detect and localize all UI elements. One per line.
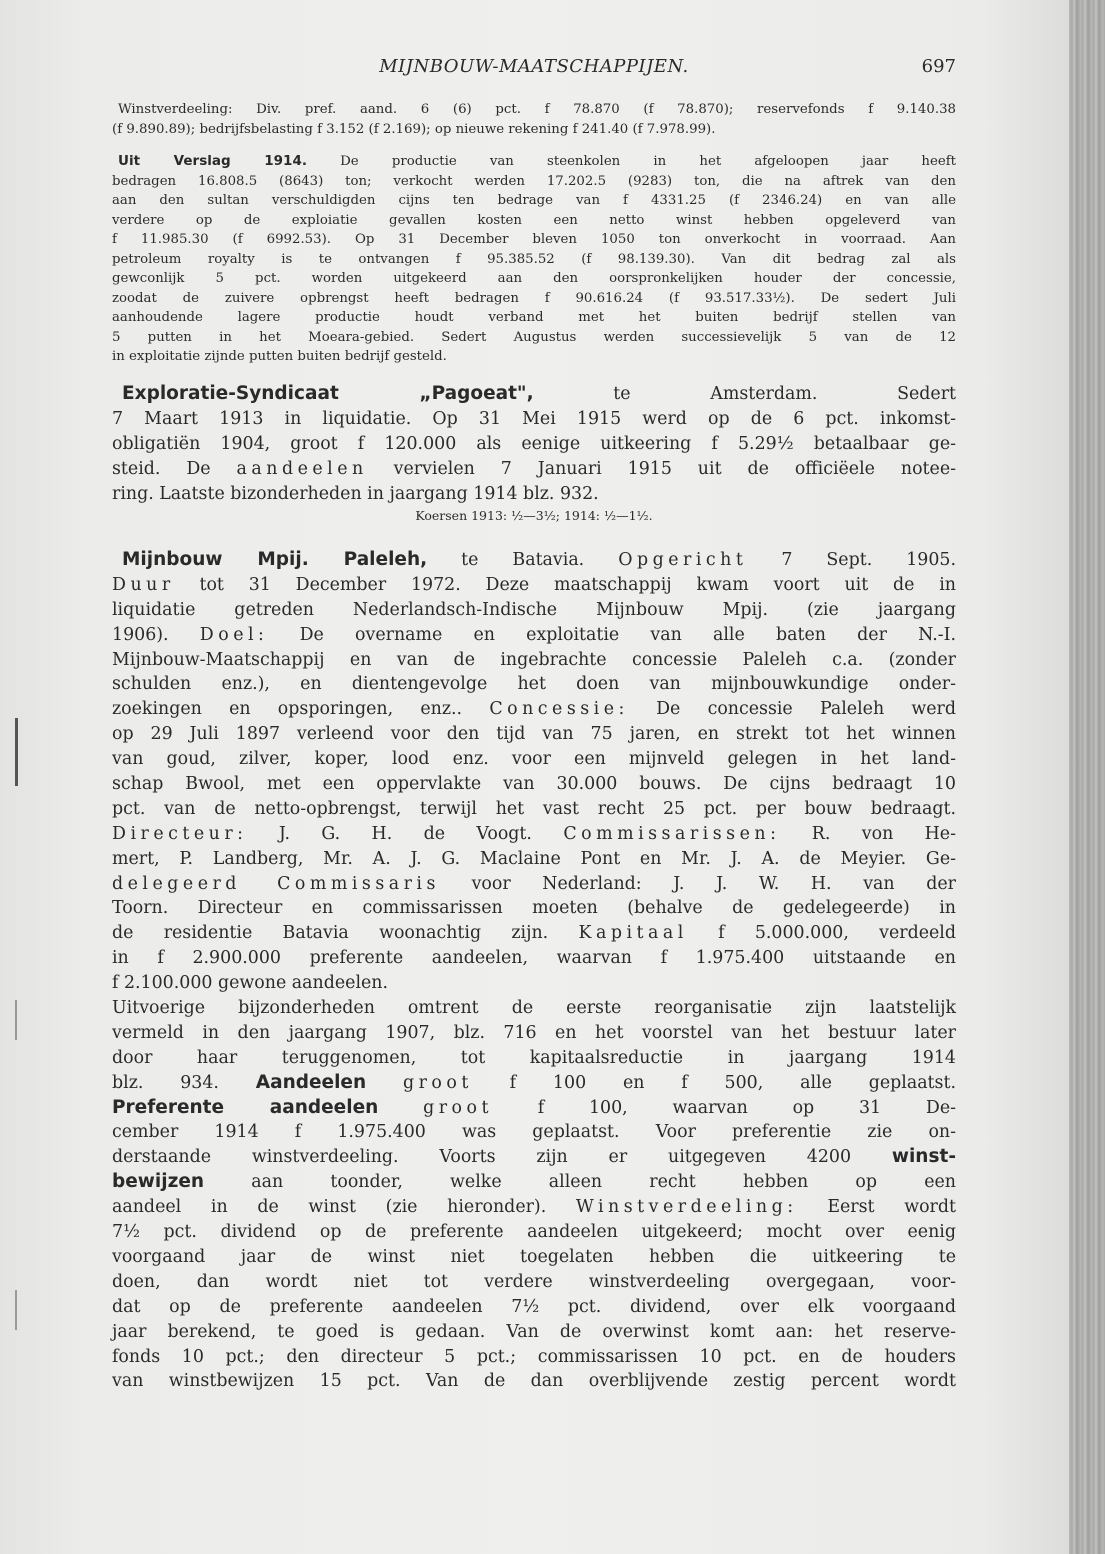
book-binding-edge: [1069, 0, 1105, 1554]
page-number: 697: [921, 56, 956, 77]
text-line: 1906). Doel: De overname en exploitatie van alle baten der N.-I.: [112, 624, 956, 645]
text-line: schulden enz.), en dientengevolge het doen van mijnbouwkundige onder-: [112, 674, 956, 695]
text-line: van goud, zilver, koper, lood enz. voor een mijnveld gelegen in het land-: [112, 749, 956, 770]
text-line: Uit Verslag 1914. De productie van steenkolen in het afgeloopen jaar heeft: [118, 153, 956, 169]
text-line: vermeld in den jaargang 1907, blz. 716 en het voorstel van het bestuur later: [112, 1022, 956, 1043]
text-line: Mijnbouw Mpij. Paleleh, te Batavia. Opgericht 7 Sept. 1905.: [122, 549, 956, 570]
text-line: f 11.985.30 (f 6992.53). Op 31 December bleven 1050 ton onverkocht in voorraad. Aan: [112, 232, 956, 247]
text-line: Mijnbouw-Maatschappij en van de ingebrachte concessie Paleleh c.a. (zonder: [112, 649, 956, 670]
text-line: bewijzen aan toonder, welke alleen recht hebben op een: [112, 1171, 956, 1193]
text-line: Duur tot 31 December 1972. Deze maatschappij kwam voort uit de in: [112, 574, 956, 595]
keyword-aandeelen: aandeelen: [236, 458, 368, 479]
text-line: verdere op de exploiatie gevallen kosten een netto winst hebben opgeleverd van: [112, 212, 956, 228]
text-line: 5 putten in het Moeara-gebied. Sedert Augustus werden successievelijk 5 van de 12: [112, 329, 956, 345]
text-line: Uitvoerige bijzonderheden omtrent de eerste reorganisatie zijn laatstelijk: [112, 998, 956, 1019]
running-title: MIJNBOUW-MAATSCHAPPIJEN.: [379, 56, 689, 77]
entry-pagoeat: [112, 382, 956, 526]
text-line: de residentie Batavia woonachtig zijn. Kapitaal f 5.000.000, verdeeld: [112, 923, 956, 944]
text-line: cember 1914 f 1.975.400 was geplaatst. Voor preferentie zie on-: [112, 1122, 956, 1143]
entry-paleleh: [112, 548, 956, 1394]
text-line: aanhoudende lagere productie houdt verband met het buiten bedrijf stellen van: [112, 310, 956, 325]
text-line: derstaande winstverdeeling. Voorts zijn er uitgegeven 4200 winst-: [112, 1146, 956, 1168]
company-name: Mijnbouw Mpij. Paleleh,: [122, 549, 428, 570]
text-line: schap Bwool, met een oppervlakte van 30.000 bouws. De cijns bedraagt 10: [112, 774, 956, 795]
text-line: in exploitatie zijnde putten buiten bedrijf gesteld.: [112, 349, 447, 364]
text-line: Winstverdeeling: Div. pref. aand. 6 (6) pct. f 78.870 (f 78.870); reservefonds f 9.140.38: [118, 102, 956, 117]
text-line: jaar berekend, te goed is gedaan. Van de overwinst komt aan: het reserve-: [112, 1321, 956, 1342]
text-line: door haar teruggenomen, tot kapitaalsreductie in jaargang 1914: [112, 1047, 956, 1068]
text-line: f 2.100.000 gewone aandeelen.: [112, 973, 389, 994]
text-line: gewconlijk 5 pct. worden uitgekeerd aan den oorspronkelijken houder der concessie,: [112, 271, 956, 286]
text-line: steid. De aandeelen vervielen 7 Januari 1915 uit de officiëele notee-: [112, 458, 956, 479]
text-line: bedragen 16.808.5 (8643) ton; verkocht werden 17.202.5 (9283) ton, die na aftrek van den: [112, 173, 956, 189]
margin-mark: [15, 718, 18, 786]
page-header: [112, 50, 956, 84]
company-name: Exploratie-Syndicaat „Pagoeat",: [122, 383, 534, 404]
text-line: Exploratie-Syndicaat „Pagoeat", te Amsterdam. Sedert: [122, 383, 956, 404]
text-line: fonds 10 pct.; den directeur 5 pct.; commissarissen 10 pct. en de houders: [112, 1346, 956, 1367]
text-line: Preferente aandeelen groot f 100, waarvan op 31 De-: [112, 1096, 957, 1118]
text-line: Directeur: J. G. H. de Voogt. Commissarissen: R. von He-: [112, 823, 956, 844]
text-line: zoodat de zuivere opbrengst heeft bedragen f 90.616.24 (f 93.517.33½). De sedert Juli: [112, 290, 956, 306]
text-line: 7½ pct. dividend op de preferente aandeelen uitgekeerd; mocht over eenig: [112, 1222, 956, 1243]
text-line: delegeerd Commissaris voor Nederland: J. J. W. H. van der: [112, 873, 956, 894]
text-line: Toorn. Directeur en commissarissen moeten (behalve de gedelegeerde) in: [112, 898, 956, 919]
text-line: 7 Maart 1913 in liquidatie. Op 31 Mei 1915 werd op de 6 pct. inkomst-: [112, 408, 956, 429]
verslag-label: Uit Verslag 1914.: [118, 153, 307, 169]
text-line: obligatiën 1904, groot f 120.000 als eenige uitkeering f 5.29½ betaalbaar ge-: [112, 433, 956, 454]
margin-mark: [15, 1000, 17, 1040]
text-line: van winstbewijzen 15 pct. Van de dan overblijvende zestig percent wordt: [112, 1371, 956, 1392]
verslag-1914: [112, 152, 956, 367]
text-line: liquidatie getreden Nederlandsch-Indische Mijnbouw Mpij. (zie jaargang: [112, 599, 956, 620]
text-line: zoekingen en opsporingen, enz.. Concessie: De concessie Paleleh werd: [112, 699, 956, 720]
winstverdeeling-previous: [112, 100, 956, 139]
text-line: blz. 934. Aandeelen groot f 100 en f 500, alle geplaatst.: [112, 1071, 956, 1093]
text-line: voorgaand jaar de winst niet toegelaten hebben die uitkeering te: [112, 1246, 956, 1267]
text-line: pct. van de netto-opbrengst, terwijl het vast recht 25 pct. per bouw bedraagt.: [112, 798, 956, 819]
text-line: ring. Laatste bizonderheden in jaargang 1914 blz. 932.: [112, 483, 599, 504]
text-line: mert, P. Landberg, Mr. A. J. G. Maclaine Pont en Mr. J. A. de Meyier. Ge-: [112, 848, 956, 869]
text-line: op 29 Juli 1897 verleend voor den tijd van 75 jaren, en strekt tot het winnen: [112, 724, 956, 745]
text-line: (f 9.890.89); bedrijfsbelasting f 3.152 (f 2.169); op nieuwe rekening f 241.40 (f 7.978.99).: [112, 121, 716, 137]
koersen-line: Koersen 1913: ½—3½; 1914: ½—1½.: [415, 508, 653, 524]
text-line: doen, dan wordt niet tot verdere winstverdeeling overgegaan, voor-: [112, 1271, 956, 1292]
text-line: aan den sultan verschuldigden cijns ten bedrage van f 4331.25 (f 2346.24) en van alle: [112, 193, 956, 208]
margin-mark: [15, 1290, 17, 1330]
text-line: petroleum royalty is te ontvangen f 95.385.52 (f 98.139.30). Van dit bedrag zal als: [112, 251, 956, 267]
text-line: dat op de preferente aandeelen 7½ pct. dividend, over elk voorgaand: [112, 1296, 956, 1317]
text-line: in f 2.900.000 preferente aandeelen, waarvan f 1.975.400 uitstaande en: [112, 948, 956, 969]
text-line: aandeel in de winst (zie hieronder). Winstverdeeling: Eerst wordt: [112, 1197, 956, 1218]
